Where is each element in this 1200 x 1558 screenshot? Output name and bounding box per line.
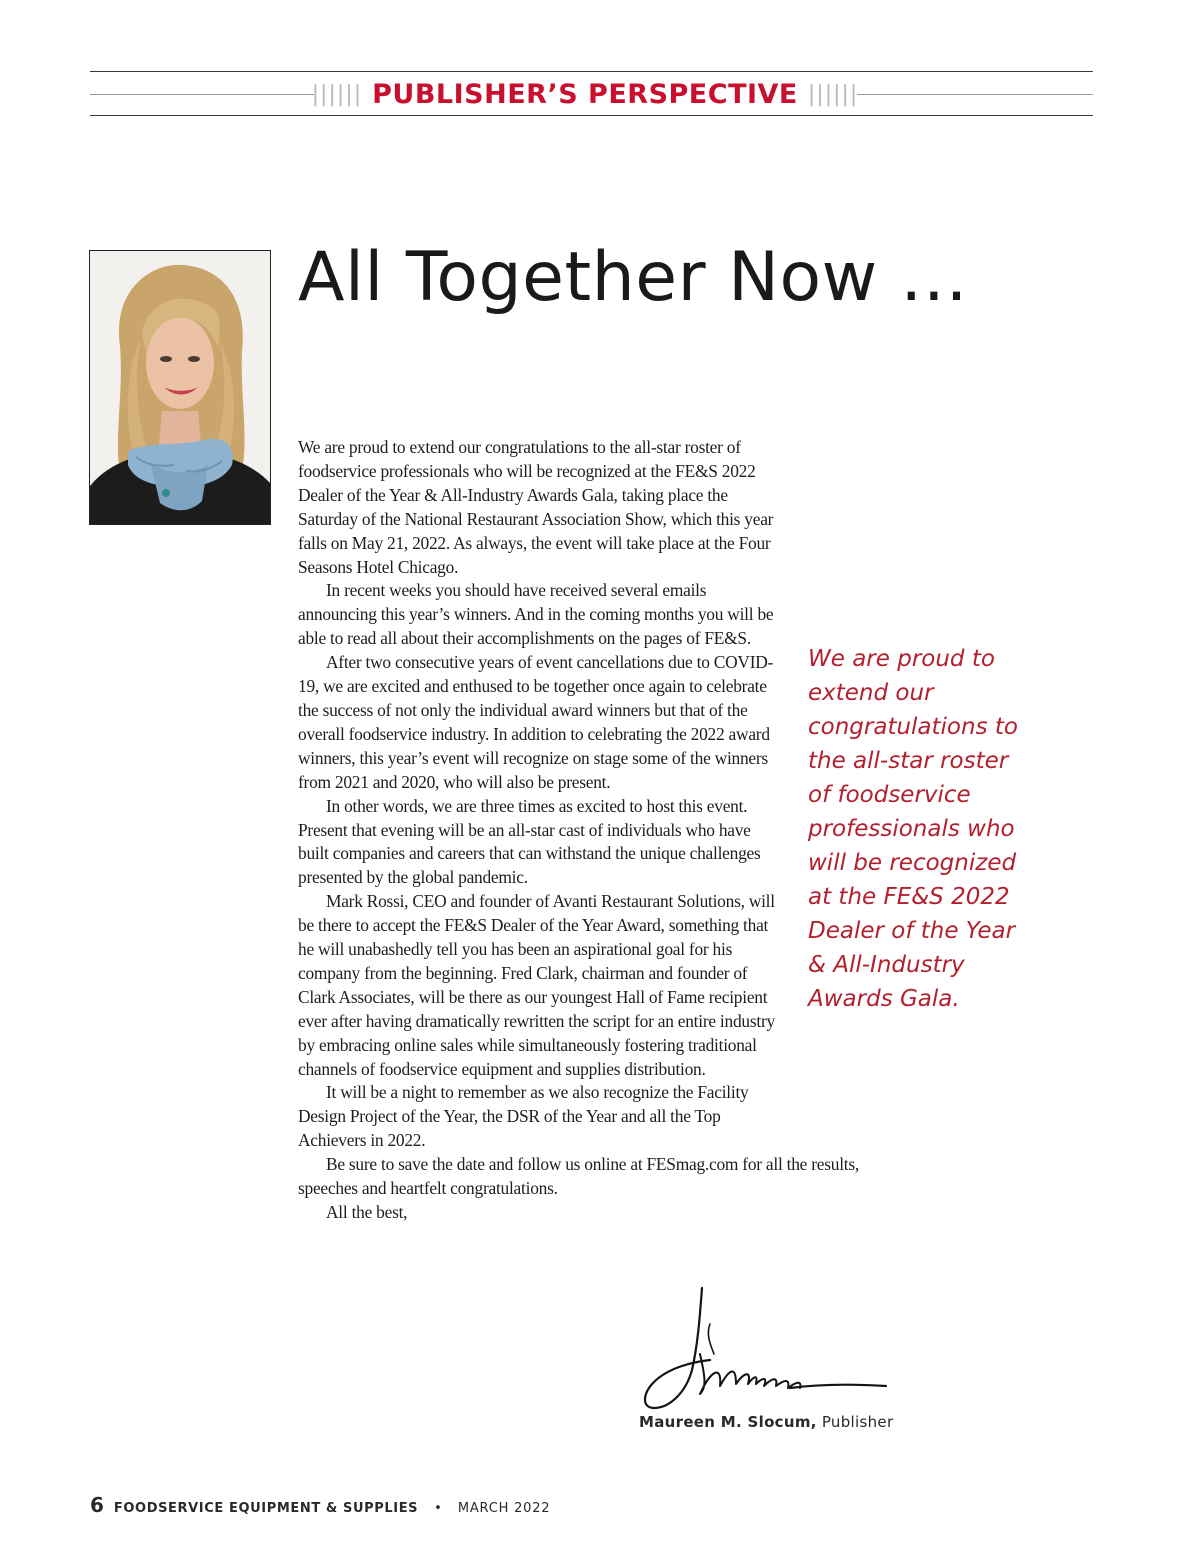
publisher-title: Publisher: [816, 1413, 894, 1431]
section-kicker: [311, 76, 859, 112]
article-body: [298, 436, 883, 1225]
body-paragraph: Mark Rossi, CEO and founder of Avanti Restaurant Solutions, will be there to accept the FE&S Dealer of the Year Award, something that he will unabashedly tell you has been an aspirational goal for his company from the beginning. Fred Clark, chairman and founder of Clark Associates, will be there as our youngest Hall of Fame recipient ever after having dramatically rewritten the script for an entire industry by embracing online sales while simultaneously fostering traditional channels of foodservice equipment and supplies distribution.: [298, 891, 775, 1079]
signature-caption: [639, 1413, 893, 1431]
body-paragraph: In recent weeks you should have received several emails announcing this year’s winners. And in the coming months you will be able to read all about their accomplishments on the pages of FE&S.: [298, 580, 774, 649]
header-rule-top: [90, 71, 1093, 72]
page-number: 6: [90, 1493, 104, 1517]
issue-date: MARCH 2022: [457, 1501, 551, 1516]
body-paragraph: We are proud to extend our congratulations to the all-star roster of foodservice professionals who will be recognized at the FE&S 2022 Dealer of the Year & All-Industry Awards Gala, taking place the Saturday of the National Restaurant Association Show, which this year falls on May 21, 2022. As always, the event will take place at the Four Seasons Hotel Chicago.: [298, 437, 774, 577]
pull-quote: We are proud to extend our congratulations to the all-star roster of foodservice professionals who will be recognized at the FE&S 2022 Dealer of the Year & All-Industry Awards Gala.: [808, 646, 1018, 1012]
body-paragraph: Be sure to save the date and follow us online at FESmag.com for all the results, speeches and heartfelt congratulations.: [298, 1154, 859, 1199]
footer-separator: •: [434, 1501, 442, 1516]
body-paragraph: After two consecutive years of event cancellations due to COVID-19, we are excited and enthused to be together once again to celebrate the success of not only the individual award winners but that of the overall foodservice industry. In addition to celebrating the 2022 award winners, this year’s event will recognize on stage some of the winners from 2021 and 2020, who will also be present.: [298, 652, 774, 792]
closing-line: All the best,: [326, 1202, 408, 1222]
publisher-name: Maureen M. Slocum,: [639, 1413, 817, 1431]
publisher-photo: [89, 250, 271, 525]
kicker-bars-right: ||||||: [807, 81, 859, 107]
kicker-bars-left: ||||||: [311, 81, 363, 107]
handwritten-signature: [640, 1284, 890, 1412]
body-paragraph: It will be a night to remember as we also recognize the Facility Design Project of the Year, the DSR of the Year and all the Top Achievers in 2022.: [298, 1082, 749, 1151]
header-rule-bottom: [90, 115, 1093, 116]
magazine-name: FOODSERVICE EQUIPMENT & SUPPLIES: [113, 1501, 419, 1516]
kicker-line-left: [90, 94, 314, 95]
article-headline: All Together Now …: [298, 238, 969, 317]
body-paragraph: In other words, we are three times as excited to host this event. Present that evening will be an all-star cast of individuals who have built companies and careers that can withstand the unique challenges presented by the global pandemic.: [298, 795, 761, 888]
portrait-illustration: [90, 251, 270, 524]
page-footer: [90, 1493, 550, 1517]
kicker-line-right: [857, 94, 1093, 95]
section-title: PUBLISHER’S PERSPECTIVE: [372, 78, 798, 110]
